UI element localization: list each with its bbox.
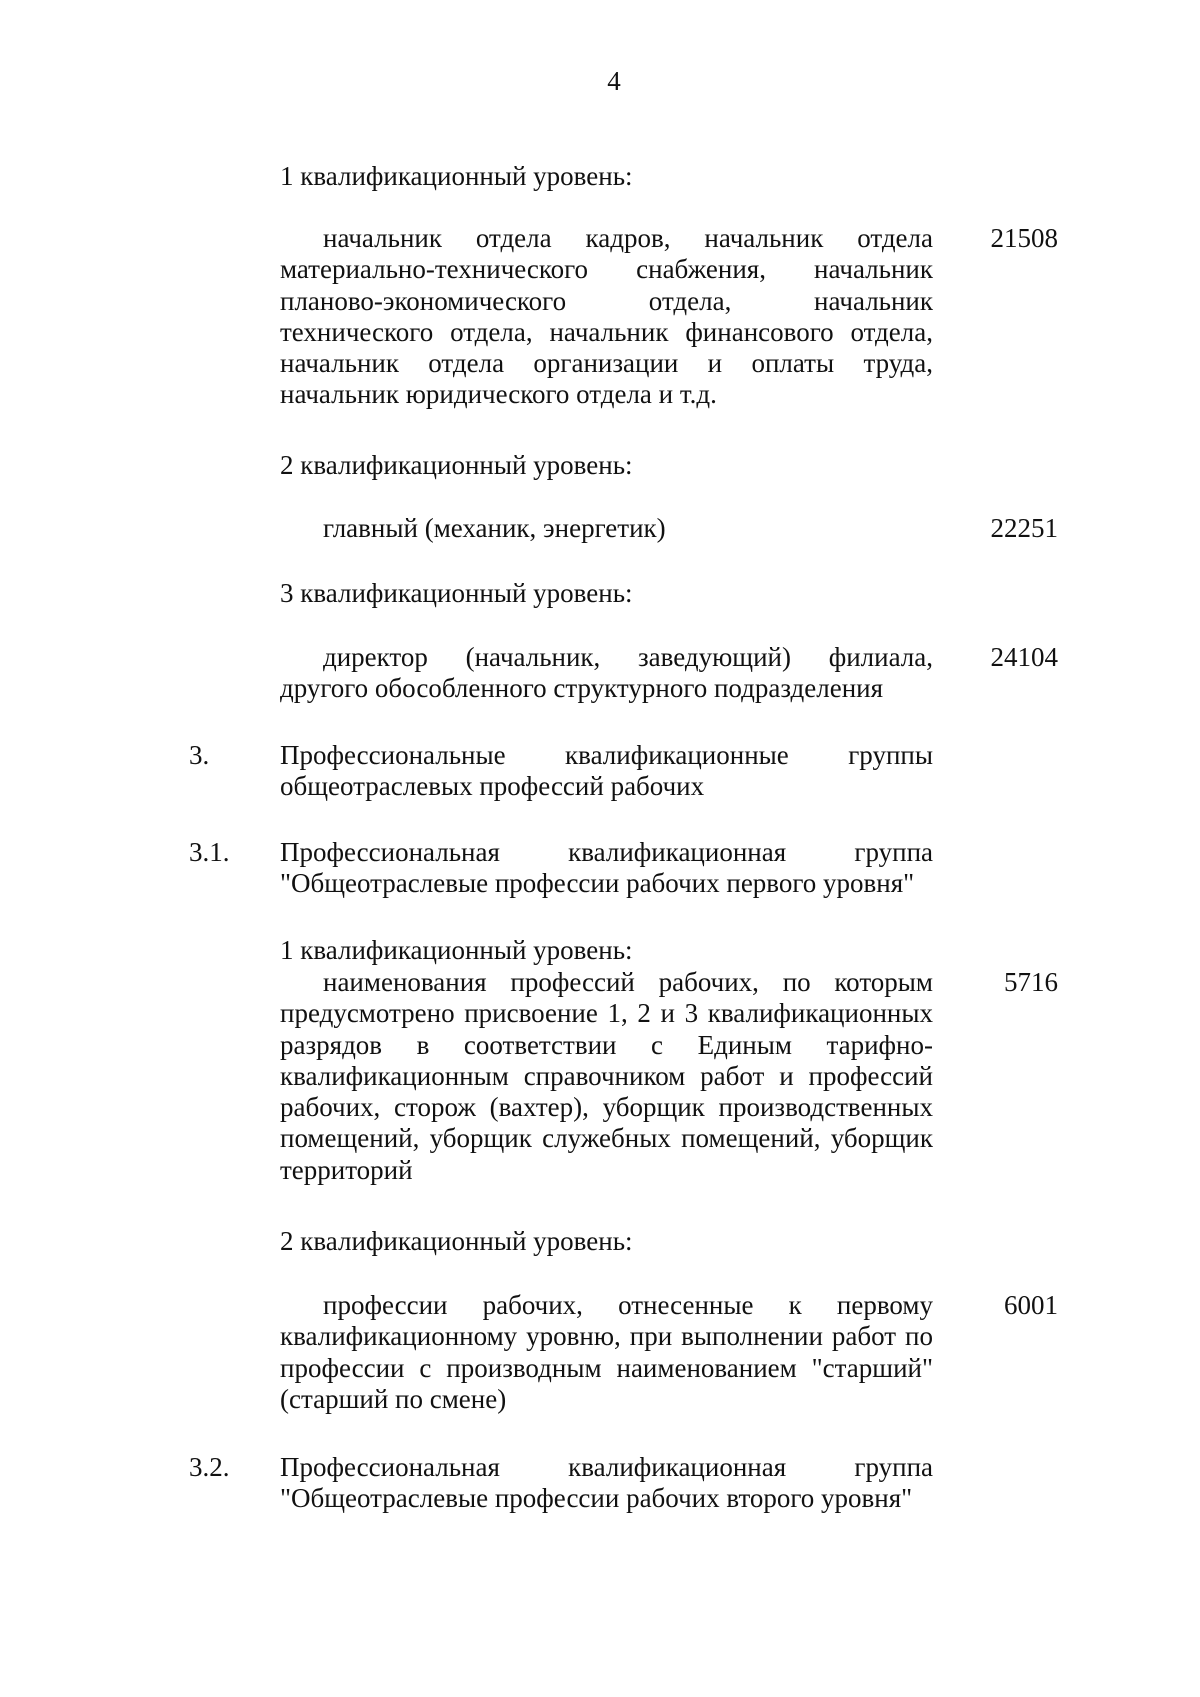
qualification-level-heading: 2 квалификационный уровень: (280, 1226, 633, 1256)
qualification-level-heading: 2 квалификационный уровень: (280, 450, 633, 480)
salary-value: 6001 (1004, 1290, 1058, 1320)
salary-value: 22251 (990, 513, 1058, 543)
section-number: 3. (189, 740, 210, 770)
qualification-level-heading: 3 квалификационный уровень: (280, 578, 633, 608)
section-title: Профессиональная квалификационная группа "Общеотраслевые профессии рабочих первого уровня" (280, 837, 933, 899)
section-number: 3.2. (189, 1452, 230, 1482)
qualification-level-heading: 1 квалификационный уровень: (280, 935, 633, 965)
salary-value: 21508 (990, 223, 1058, 253)
position-description: наименования профессий рабочих, по которым предусмотрено присвоение 1, 2 и 3 квалификационных разрядов в соответствии с Единым тарифно-квалификационным справочником работ и профессий рабочих, сторож (вахтер), уборщик производственных помещений, уборщик служебных помещений, уборщик территорий (280, 967, 933, 1185)
section-number: 3.1. (189, 837, 230, 867)
section-title: Профессиональные квалификационные группы общеотраслевых профессий рабочих (280, 740, 933, 802)
salary-value: 24104 (990, 642, 1058, 672)
position-description: начальник отдела кадров, начальник отдела материально-технического снабжения, начальник планово-экономического отдела, начальник технического отдела, начальник финансового отдела, начальник отдела организации и оплаты труда, начальник юридического отдела и т.д. (280, 223, 933, 410)
salary-value: 5716 (1004, 967, 1058, 997)
page-number: 4 (607, 66, 621, 96)
position-description: главный (механик, энергетик) (323, 513, 666, 543)
qualification-level-heading: 1 квалификационный уровень: (280, 161, 633, 191)
position-description: директор (начальник, заведующий) филиала, другого обособленного структурного подразделения (280, 642, 933, 704)
section-title: Профессиональная квалификационная группа "Общеотраслевые профессии рабочих второго уровня" (280, 1452, 933, 1514)
position-description: профессии рабочих, отнесенные к первому квалификационному уровню, при выполнении работ по профессии с производным наименованием "старший" (старший по смене) (280, 1290, 933, 1414)
